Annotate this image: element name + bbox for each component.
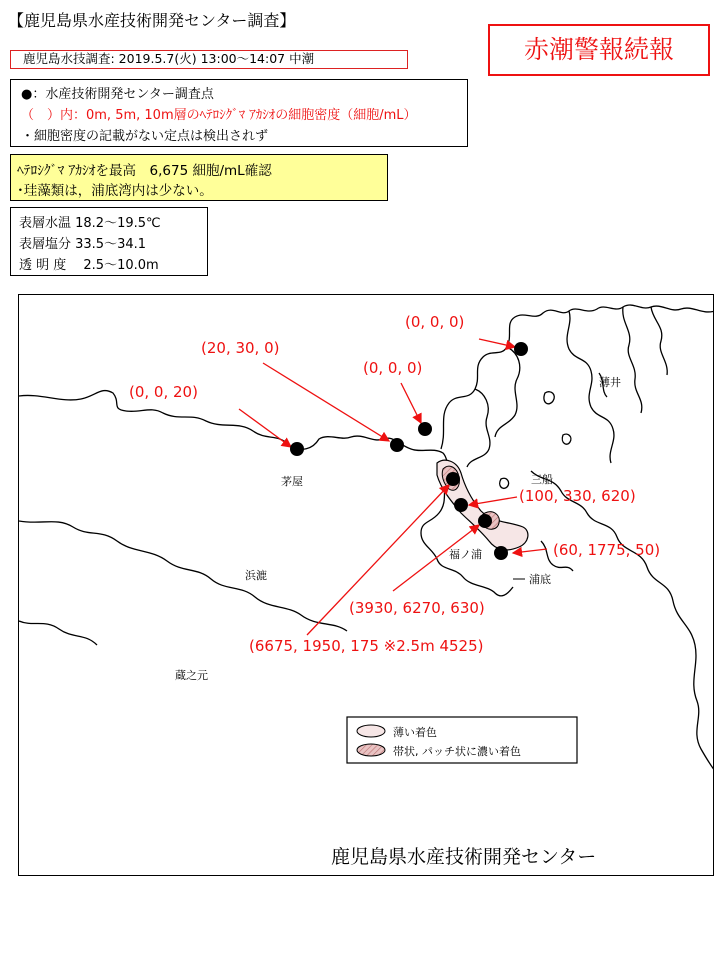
station-north xyxy=(514,342,528,356)
place-kayaya: 茅屋 xyxy=(281,475,303,488)
legend-box xyxy=(10,79,468,147)
station-kayaya xyxy=(290,442,304,456)
place-fukunoura: 福ノ浦 xyxy=(449,548,482,561)
place-usui: 薄井 xyxy=(599,376,621,389)
place-urasoko: 浦底 xyxy=(529,573,551,586)
alert-badge: 赤潮警報続報 xyxy=(488,24,710,76)
label-st4: (0, 0, 0) xyxy=(405,313,465,331)
legend-dark-text: 帯状, パッチ状に濃い着色 xyxy=(393,745,521,758)
transparency: 透 明 度 2.5～10.0m xyxy=(19,258,159,273)
map-canvas xyxy=(19,295,714,876)
station-bay-1 xyxy=(454,498,468,512)
station-bay-2 xyxy=(478,514,492,528)
station-urasoko xyxy=(494,546,508,560)
summary-box xyxy=(10,154,388,201)
place-mifune: 三船 xyxy=(531,473,553,486)
legend-density-text: （ ）内：0m, 5m, 10m層のﾍﾃﾛｼｸﾞﾏ ｱｶｼｵの細胞密度（細胞/mL） xyxy=(21,108,417,123)
place-hamase: 浜漉 xyxy=(245,569,267,582)
legend-station-text: ●：水産技術開発センター調査点 xyxy=(21,87,214,102)
place-kuranomoto: 蔵之元 xyxy=(175,669,208,682)
label-st6: (60, 1775, 50) xyxy=(553,541,661,559)
label-st3: (0, 0, 0) xyxy=(363,359,423,377)
survey-info: 鹿児島水技調査: 2019.5.7(火) 13:00～14:07 中潮 xyxy=(10,50,408,69)
surface-temperature: 表層水温 18.2～19.5℃ xyxy=(19,216,161,231)
station-mifune xyxy=(446,472,460,486)
label-st8: (6675, 1950, 175 ※2.5m 4525) xyxy=(249,637,484,655)
summary-diatom: ･珪藻類は，浦底湾内は少ない。 xyxy=(17,183,213,199)
map-credit: 鹿児島県水産技術開発センター xyxy=(331,846,597,868)
legend-light-swatch xyxy=(357,725,385,737)
summary-max: ﾍﾃﾛｼｸﾞﾏ ｱｶｼｵを最高 6,675 細胞/mL確認 xyxy=(17,163,272,179)
label-st5: (100, 330, 620) xyxy=(519,487,636,505)
legend-note-text: ・細胞密度の記載がない定点は検出されず xyxy=(21,129,269,144)
label-st7: (3930, 6270, 630) xyxy=(349,599,485,617)
surface-salinity: 表層塩分 33.5～34.1 xyxy=(19,237,147,252)
map-legend xyxy=(347,717,577,763)
station-3 xyxy=(418,422,432,436)
page-title: 【鹿児島県水産技術開発センター調査】 xyxy=(8,11,296,30)
legend-light-text: 薄い着色 xyxy=(393,726,437,739)
station-2 xyxy=(390,438,404,452)
survey-map xyxy=(18,294,714,876)
conditions-box xyxy=(10,207,208,276)
label-st2: (20, 30, 0) xyxy=(201,339,280,357)
label-st1: (0, 0, 20) xyxy=(129,383,198,401)
legend-dark-swatch xyxy=(357,744,385,756)
